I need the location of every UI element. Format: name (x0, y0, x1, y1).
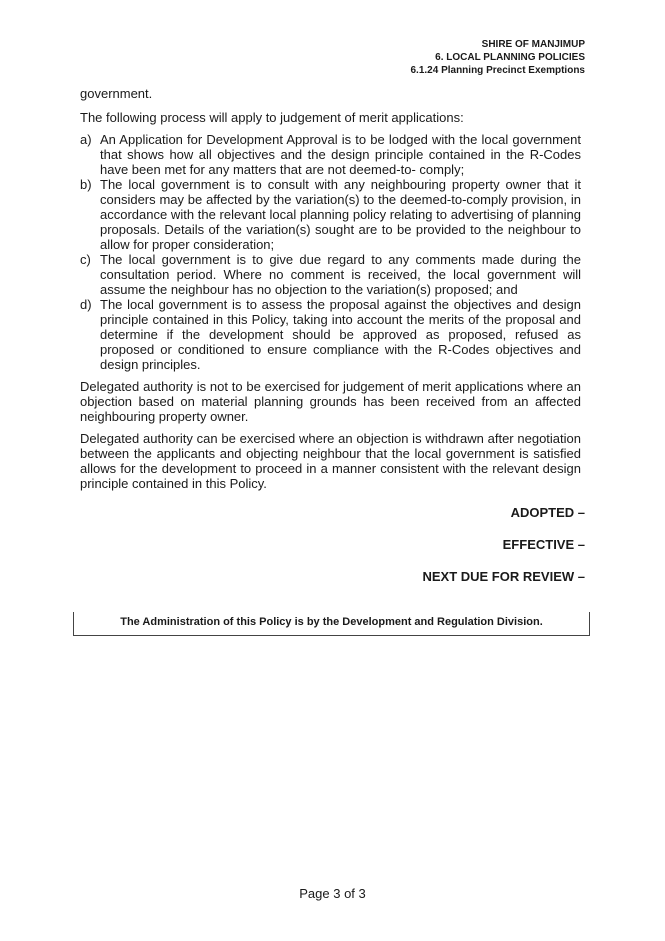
list-item (80, 297, 581, 372)
list-item (80, 177, 581, 252)
header-policy-title: 6.1.24 Planning Precinct Exemptions (410, 65, 585, 76)
list-item (80, 252, 581, 297)
process-list (80, 132, 581, 372)
list-item-text: An Application for Development Approval is to be lodged with the local government that shows how all objectives and the design principle contained in the R-Codes have been met for any matters that are not deemed-to- comply; (100, 132, 581, 177)
review-label: NEXT DUE FOR REVIEW – (422, 569, 585, 584)
delegation-paragraph-1: Delegated authority is not to be exercised for judgement of merit applications where an objection based on material planning grounds has been received from an affected neighbouring property owner. (80, 379, 581, 424)
effective-label: EFFECTIVE – (502, 537, 585, 552)
list-item-text: The local government is to assess the proposal against the objectives and design principle contained in this Policy, taking into account the merits of the proposal and determine if the development should be approved as proposed, refused as proposed or conditioned to ensure compliance with the R-Codes objectives and design principles. (100, 297, 581, 372)
header-organisation: SHIRE OF MANJIMUP (481, 39, 585, 50)
page-number: Page 3 of 3 (299, 886, 366, 901)
continuation-text: government. (80, 86, 153, 101)
list-item (80, 132, 581, 177)
adopted-label: ADOPTED – (510, 505, 585, 520)
document-header (410, 38, 585, 77)
process-intro: The following process will apply to judgement of merit applications: (80, 110, 464, 125)
list-item-text: The local government is to consult with any neighbouring property owner that it considers may be affected by the variation(s) to the deemed-to-comply provision, in accordance with the relevant local planning policy relating to advertising of planning proposals. Details of the variation(s) sought are to be provided to the neighbour to allow for proper consideration; (100, 177, 581, 252)
list-marker: c) (80, 252, 91, 267)
list-marker: a) (80, 132, 92, 147)
list-marker: b) (80, 177, 92, 192)
list-marker: d) (80, 297, 92, 312)
list-item-text: The local government is to give due regard to any comments made during the consultation period. Where no comment is received, the local government will assume the neighbour has no objection to the variation(s) proposed; and (100, 252, 581, 297)
delegation-paragraph-2: Delegated authority can be exercised where an objection is withdrawn after negotiation between the applicants and objecting neighbour that the local government is satisfied allows for the development to proceed in a manner consistent with the relevant design principle contained in this Policy. (80, 431, 581, 491)
administration-note: The Administration of this Policy is by the Development and Regulation Division. (73, 612, 590, 636)
header-section: 6. LOCAL PLANNING POLICIES (435, 52, 585, 63)
document-body (80, 86, 581, 498)
